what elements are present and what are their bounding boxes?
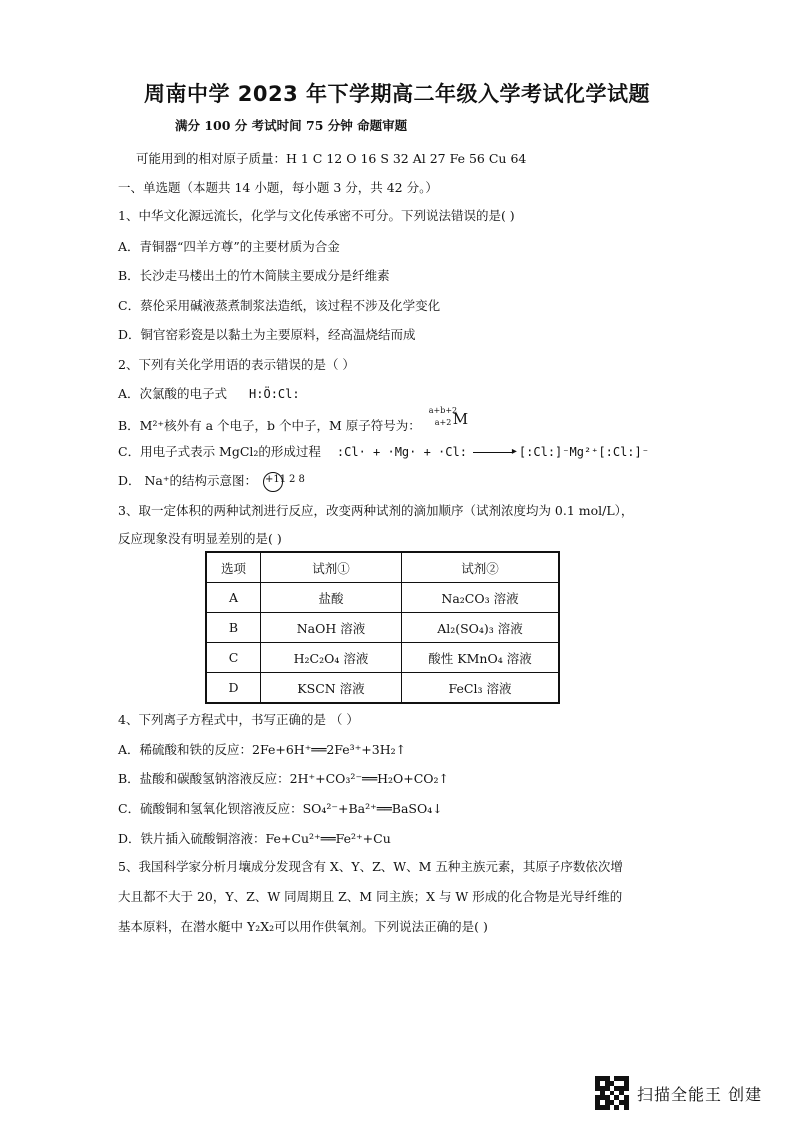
option-b-label: B．M²⁺核外有 a 个电子，b 个中子，M 原子符号为： <box>118 418 421 433</box>
table-cell: B <box>206 613 261 643</box>
question-4-option-c: C．硫酸铜和氢氧化钡溶液反应：SO₄²⁻+Ba²⁺══BaSO₄↓ <box>118 801 443 816</box>
table-cell: NaOH 溶液 <box>261 613 402 643</box>
formation-reactants: :Cl· + ·Mg· + ·Cl: <box>336 445 467 459</box>
question-5-line-1: 5、我国科学家分析月壤成分发现含有 X、Y、Z、W、M 五种主族元素，其原子序数依次增 <box>118 859 623 874</box>
electron-shells: 2 8 <box>288 473 305 485</box>
option-d-label: D． Na⁺的结构示意图： <box>118 473 257 488</box>
na-ion-structure-diagram <box>261 474 311 490</box>
question-1-option-c: C．蔡伦采用碱液蒸煮制浆法造纸，该过程不涉及化学变化 <box>118 298 441 313</box>
section-heading: 一、单选题（本题共 14 小题，每小题 3 分，共 42 分。） <box>118 180 438 195</box>
exam-info: 满分 100 分 考试时间 75 分钟 命题审题 <box>175 118 408 133</box>
page-title: 周南中学 2023 年下学期高二年级入学考试化学试题 <box>143 82 651 106</box>
nuclide-symbol <box>425 406 483 430</box>
question-1-option-a: A．青铜器“四羊方尊”的主要材质为合金 <box>118 239 340 254</box>
table-cell: KSCN 溶液 <box>261 673 402 704</box>
question-5-line-2: 大且都不大于 20，Y、Z、W 同周期且 Z、M 同主族；X 与 W 形成的化合物是光导纤维的 <box>118 889 623 904</box>
scanner-watermark <box>595 1076 762 1110</box>
nuclide-atomic-number: a+2 <box>434 418 452 427</box>
question-3-stem: 3、取一定体积的两种试剂进行反应，改变两种试剂的滴加顺序（试剂浓度均为 0.1 mol/L）， <box>118 503 634 518</box>
question-3-stem-cont: 反应现象没有明显差别的是( ) <box>118 531 282 546</box>
question-4-option-a: A．稀硫酸和铁的反应：2Fe+6H⁺══2Fe³⁺+3H₂↑ <box>118 742 407 757</box>
qr-code-icon <box>595 1076 629 1110</box>
question-2-option-d <box>118 471 311 490</box>
reagent-table <box>205 551 560 704</box>
hclo-electron-formula: H:Ö:Cl: <box>249 387 300 401</box>
question-1-stem: 1、中华文化源远流长，化学与文化传承密不可分。下列说法错误的是( ) <box>118 208 515 223</box>
table-cell: C <box>206 643 261 673</box>
table-cell: FeCl₃ 溶液 <box>402 673 560 704</box>
table-cell: Al₂(SO₄)₃ 溶液 <box>402 613 560 643</box>
question-4-option-b: B．盐酸和碳酸氢钠溶液反应：2H⁺+CO₃²⁻══H₂O+CO₂↑ <box>118 771 450 786</box>
question-1-option-b: B．长沙走马楼出土的竹木简牍主要成分是纤维素 <box>118 268 390 283</box>
table-header-row <box>206 552 559 583</box>
option-c-label: C．用电子式表示 MgCl₂的形成过程 <box>118 444 321 459</box>
question-2-option-a <box>118 384 300 402</box>
table-row <box>206 613 559 643</box>
reaction-arrow: ▸ <box>473 452 513 453</box>
nuclide-element: M <box>452 410 469 428</box>
question-1-option-d: D．铜官窑彩瓷是以黏土为主要原料，经高温烧结而成 <box>118 327 416 342</box>
scanner-brand-text: 扫描全能王 创建 <box>637 1084 763 1104</box>
table-header: 试剂① <box>261 552 402 583</box>
table-cell: 酸性 KMnO₄ 溶液 <box>402 643 560 673</box>
table-cell: A <box>206 583 261 613</box>
option-a-label: A．次氯酸的电子式 <box>118 386 228 401</box>
table-header: 试剂② <box>402 552 560 583</box>
formation-product: [:Cl:]⁻Mg²⁺[:Cl:]⁻ <box>518 445 649 459</box>
question-4-stem: 4、下列离子方程式中，书写正确的是 （ ） <box>118 712 359 727</box>
table-cell: Na₂CO₃ 溶液 <box>402 583 560 613</box>
table-cell: 盐酸 <box>261 583 402 613</box>
table-row <box>206 643 559 673</box>
question-2-option-c <box>118 442 649 460</box>
nuclide-mass-number: a+b+2 <box>428 406 458 415</box>
table-cell: D <box>206 673 261 704</box>
question-5-line-3: 基本原料，在潜水艇中 Y₂X₂可以用作供氧剂。下列说法正确的是( ) <box>118 919 488 934</box>
table-row <box>206 673 559 704</box>
table-row <box>206 583 559 613</box>
table-cell: H₂C₂O₄ 溶液 <box>261 643 402 673</box>
atomic-masses: 可能用到的相对原子质量：H 1 C 12 O 16 S 32 Al 27 Fe 56 Cu 64 <box>136 151 527 166</box>
nucleus-charge: +11 <box>264 473 287 485</box>
question-2-option-b <box>118 406 483 434</box>
question-2-stem: 2、下列有关化学用语的表示错误的是（ ） <box>118 357 355 372</box>
table-header: 选项 <box>206 552 261 583</box>
question-4-option-d: D．铁片插入硫酸铜溶液：Fe+Cu²⁺══Fe²⁺+Cu <box>118 831 391 846</box>
